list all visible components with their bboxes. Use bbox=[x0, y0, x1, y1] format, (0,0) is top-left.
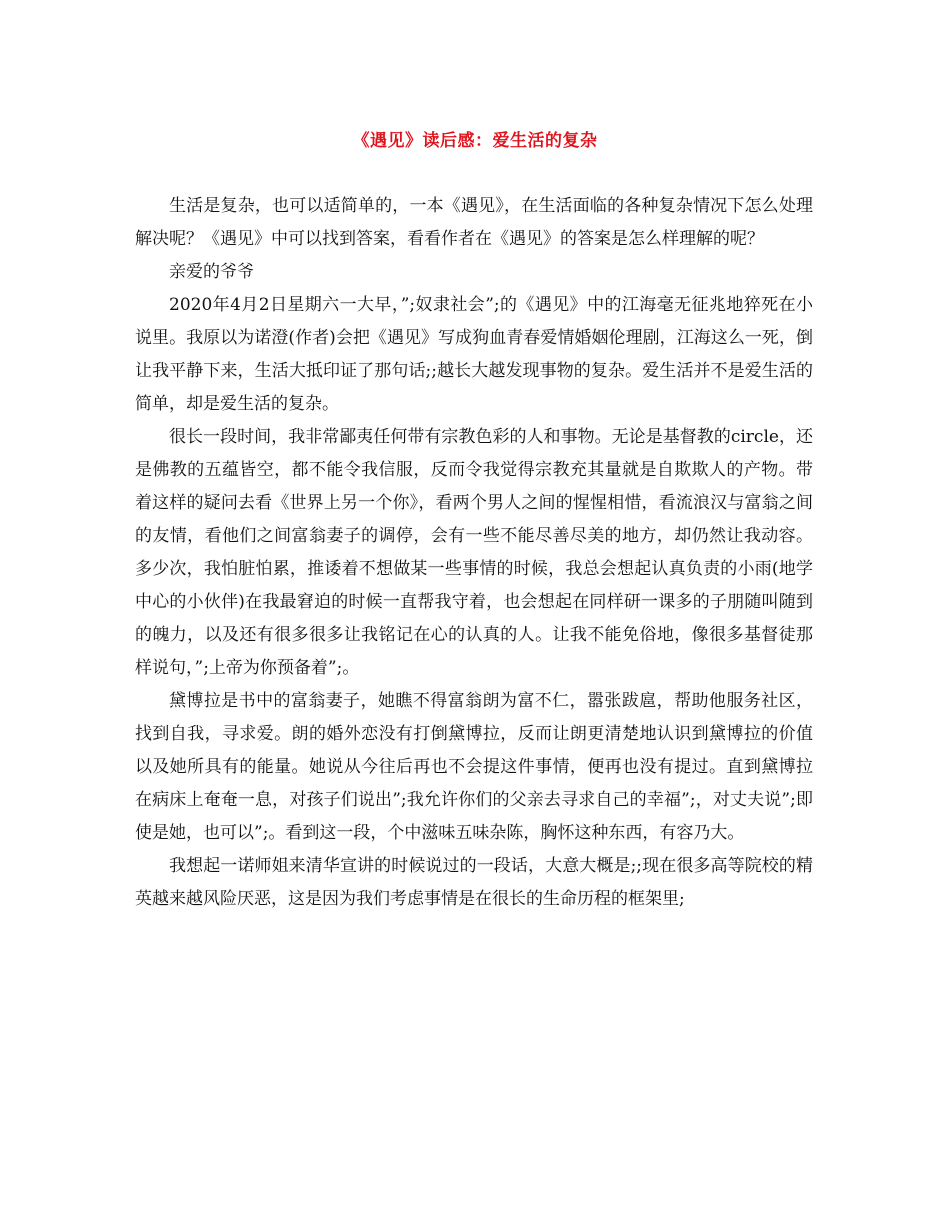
paragraph-salutation: 亲爱的爷爷 bbox=[169, 262, 254, 282]
paragraph-deborah: 黛博拉是书中的富翁妻子，她瞧不得富翁朗为富不仁，嚣张跋扈，帮助他服务社区，找到自我，寻求爱。朗的婚外恋没有打倒黛博拉，反而让朗更清楚地认识到黛博拉的价值以及她所具有的能量。她说从今往后再也不会提这件事情，便再也没有提过。直到黛博拉在病床上奄奄一息，对孩子们说出”;我允许你们的父亲去寻求自己的幸福”;，对丈夫说”;即使是她，也可以”;。看到这一段，个中滋味五味杂陈，胸怀这种东西，有容乃大。 bbox=[135, 691, 813, 843]
paragraph-diary: 2020年4月2日星期六一大早，”;奴隶社会”;的《遇见》中的江海毫无征兆地猝死在小说里。我原以为诺澄(作者)会把《遇见》写成狗血青春爱情婚姻伦理剧，江海这么一死，倒让我平静下来，生活大抵印证了那句话;;越长大越发现事物的复杂。爱生活并不是爱生活的简单，却是爱生活的复杂。 bbox=[135, 295, 813, 414]
paragraph-yinuo: 我想起一诺师姐来清华宣讲的时候说过的一段话，大意大概是;;现在很多高等院校的精英越来越风险厌恶，这是因为我们考虑事情是在很长的生命历程的框架里; bbox=[135, 856, 813, 909]
paragraph-religion: 很长一段时间，我非常鄙夷任何带有宗教色彩的人和事物。无论是基督教的circle，还是佛教的五蕴皆空，都不能令我信服，反而令我觉得宗教充其量就是自欺欺人的产物。带着这样的疑问去看《世界上另一个你》，看两个男人之间的惺惺相惜，看流浪汉与富翁之间的友情，看他们之间富翁妻子的调停，会有一些不能尽善尽美的地方，却仍然让我动容。多少次，我怕脏怕累，推诿着不想做某一些事情的时候，我总会想起认真负责的小雨(地学中心的小伙伴)在我最窘迫的时候一直帮我守着，也会想起在同样研一课多的子朋随叫随到的魄力，以及还有很多很多让我铭记在心的认真的人。让我不能免俗地，像很多基督徒那样说句，”;上帝为你预备着”;。 bbox=[135, 427, 813, 678]
document-title: 《遇见》读后感：爱生活的复杂 bbox=[352, 131, 598, 151]
paragraph-intro: 生活是复杂，也可以适简单的，一本《遇见》，在生活面临的各种复杂情况下怎么处理解决呢？《遇见》中可以找到答案，看看作者在《遇见》的答案是怎么样理解的呢？ bbox=[135, 196, 813, 249]
document-body bbox=[135, 190, 813, 916]
